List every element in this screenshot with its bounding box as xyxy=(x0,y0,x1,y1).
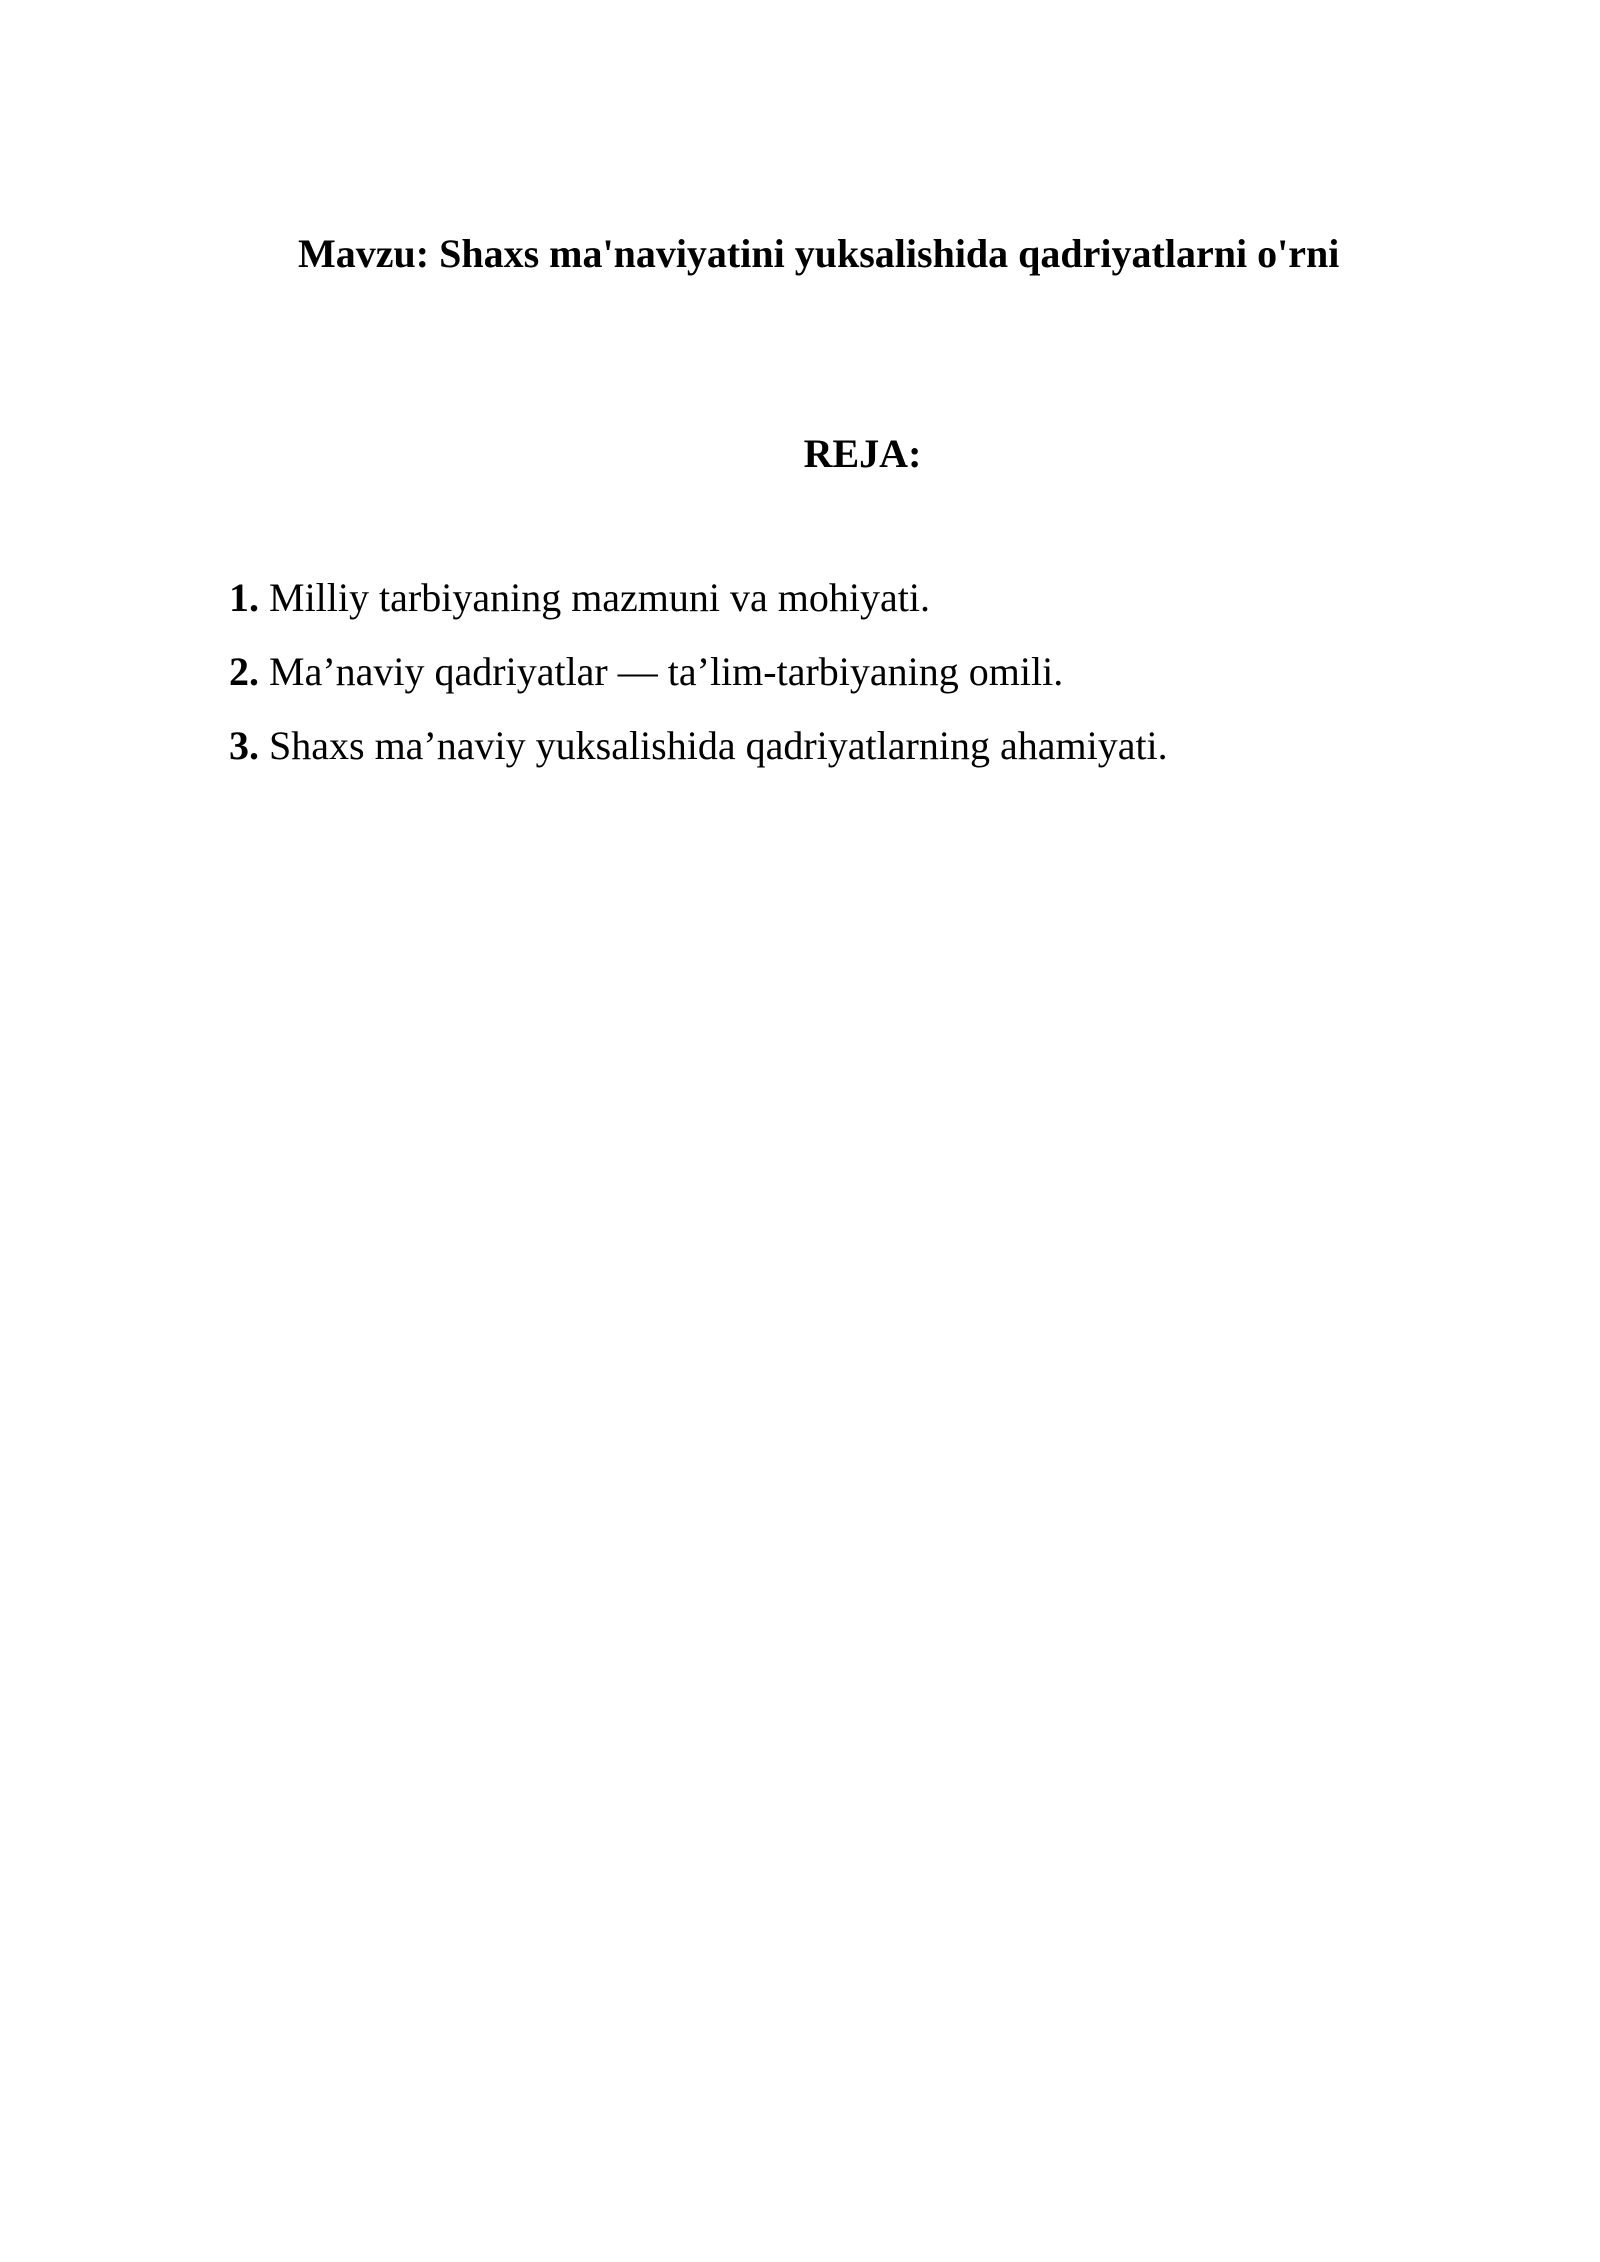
plan-item-number: 3. xyxy=(229,723,259,768)
plan-item-text: Ma’naviy qadriyatlar — ta’lim-tarbiyaning omili. xyxy=(269,649,1064,694)
plan-item xyxy=(229,644,1168,718)
plan-heading: REJA: xyxy=(803,431,922,476)
plan-item-text: Milliy tarbiyaning mazmuni va mohiyati. xyxy=(269,575,930,620)
plan-item-number: 1. xyxy=(229,575,259,620)
plan-item-text: Shaxs ma’naviy yuksalishida qadriyatlarning ahamiyati. xyxy=(269,723,1168,768)
plan-item xyxy=(229,718,1168,792)
plan-item xyxy=(229,570,1168,644)
plan-list xyxy=(229,570,1168,792)
document-title: Mavzu: Shaxs ma'naviyatini yuksalishida qadriyatlarni o'rni xyxy=(298,231,1340,276)
plan-item-number: 2. xyxy=(229,649,259,694)
